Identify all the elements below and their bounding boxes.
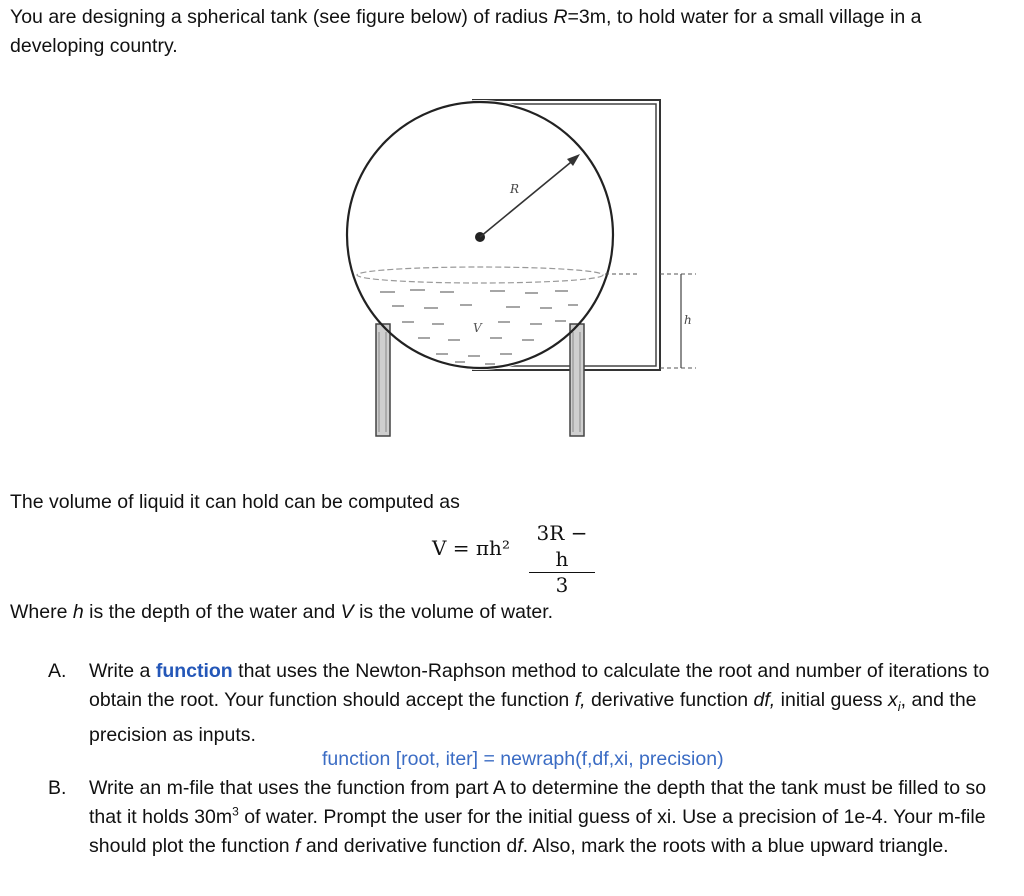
function-signature: function [root, iter] = newraph(f,df,xi, precision) bbox=[322, 748, 724, 770]
part-a-text-4: initial guess bbox=[775, 689, 888, 711]
part-a-var-df: df, bbox=[753, 689, 776, 711]
part-b-var-df: f bbox=[517, 835, 523, 857]
where-var-h: h bbox=[72, 601, 84, 623]
part-a-text-3: derivative function bbox=[585, 689, 754, 711]
part-a-text-2: that uses the Newton-Raphson method to calculate the root and number of iterations to obtain the root. Your function should accept the function bbox=[89, 660, 990, 711]
tank-leg-left bbox=[376, 324, 390, 436]
label-h: h bbox=[684, 313, 692, 327]
where-text-2: is the depth of the water and bbox=[83, 601, 341, 623]
formula-denominator: 3 bbox=[555, 573, 569, 597]
intro-text-3: developing country. bbox=[10, 35, 178, 57]
intro-text-1: You are designing a spherical tank (see figure below) of radius bbox=[10, 6, 554, 28]
formula-fraction bbox=[527, 520, 597, 597]
tank-leg-right bbox=[570, 324, 584, 436]
where-var-V: V bbox=[340, 601, 354, 623]
part-a-var-x: x bbox=[887, 689, 898, 711]
part-b-text-3: and derivative function d bbox=[300, 835, 518, 857]
volume-text: The volume of liquid it can hold can be computed as bbox=[10, 491, 460, 513]
part-b-text-1: Write an m-file that uses the function from part A to determine the depth that the tank must be filled to so that it holds 30m bbox=[89, 777, 987, 828]
part-a-var-f: f, bbox=[574, 689, 586, 711]
formula-lhs: V = πh² bbox=[432, 536, 510, 560]
formula-numerator: 3R − h bbox=[536, 521, 588, 571]
part-b-text-2: of water. Prompt the user for the initial guess of xi. Use a precision of 1e-4. Your m-file should plot the function bbox=[89, 806, 986, 857]
label-V: V bbox=[473, 321, 482, 335]
where-text-1: Where bbox=[10, 601, 73, 623]
intro-var-R: R bbox=[553, 6, 568, 28]
part-b-letter: B. bbox=[48, 777, 67, 799]
intro-text-2: =3m, to hold water for a small village in a bbox=[567, 6, 922, 28]
where-paragraph bbox=[10, 598, 553, 627]
part-a-var-sub: i bbox=[897, 698, 901, 714]
part-b-superscript: 3 bbox=[232, 804, 239, 819]
part-a-body bbox=[89, 657, 1018, 750]
part-a-item bbox=[48, 657, 1018, 750]
part-a-letter: A. bbox=[48, 660, 67, 682]
part-b-body bbox=[89, 774, 1018, 861]
part-b-var-f: f bbox=[294, 835, 301, 857]
label-R: R bbox=[510, 182, 520, 196]
intro-paragraph bbox=[10, 3, 1020, 61]
part-b-item bbox=[48, 774, 1018, 861]
part-a-text-1: Write a bbox=[89, 660, 156, 682]
where-text-3: is the volume of water. bbox=[353, 601, 554, 623]
spherical-tank-figure bbox=[340, 92, 700, 442]
part-b-text-4: . Also, mark the roots with a blue upward triangle. bbox=[522, 835, 949, 857]
part-a-text-5: , and the precision as inputs. bbox=[89, 689, 977, 746]
part-a-keyword: function bbox=[155, 660, 233, 682]
